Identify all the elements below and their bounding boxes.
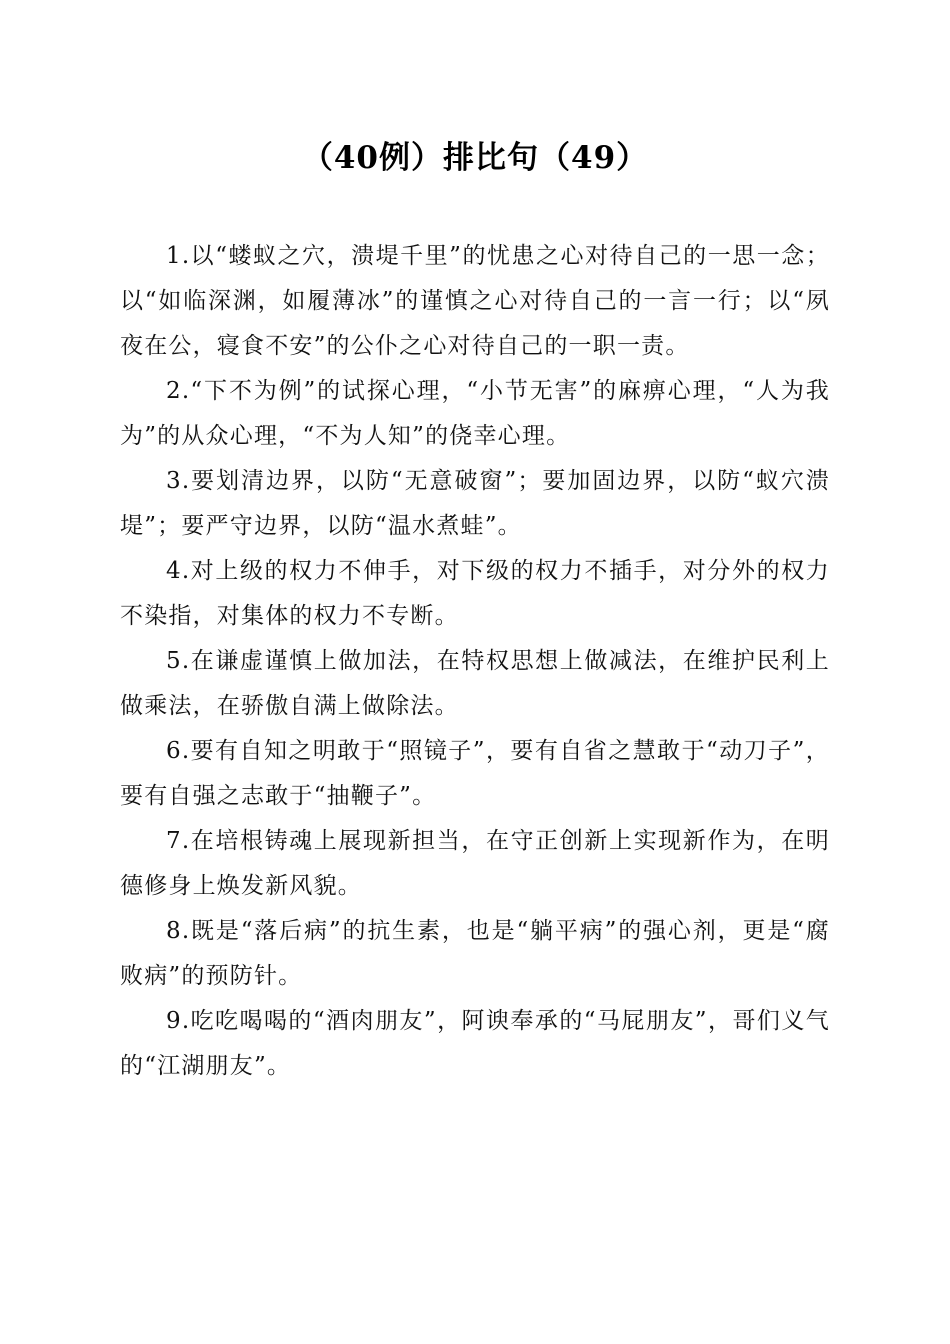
document-body <box>120 234 830 1089</box>
paragraph-6: 6.要有自知之明敢于“照镜子”，要有自省之慧敢于“动刀子”，要有自强之志敢于“抽鞭子”。 <box>120 738 830 809</box>
paragraph-3: 3.要划清边界，以防“无意破窗”；要加固边界，以防“蚁穴溃堤”；要严守边界，以防“温水煮蛙”。 <box>120 468 830 539</box>
page-title: （40例）排比句（49） <box>301 140 649 176</box>
paragraph-2: 2.“下不为例”的试探心理，“小节无害”的麻痹心理，“人为我为”的从众心理，“不为人知”的侥幸心理。 <box>120 378 830 449</box>
paragraph-5: 5.在谦虚谨慎上做加法，在特权思想上做减法，在维护民利上做乘法，在骄傲自满上做除法。 <box>120 648 830 719</box>
paragraph-4: 4.对上级的权力不伸手，对下级的权力不插手，对分外的权力不染指，对集体的权力不专断。 <box>120 558 830 629</box>
paragraph-8: 8.既是“落后病”的抗生素，也是“躺平病”的强心剂，更是“腐败病”的预防针。 <box>120 918 830 989</box>
paragraph-9: 9.吃吃喝喝的“酒肉朋友”，阿谀奉承的“马屁朋友”，哥们义气的“江湖朋友”。 <box>120 1008 830 1079</box>
paragraph-7: 7.在培根铸魂上展现新担当，在守正创新上实现新作为，在明德修身上焕发新风貌。 <box>120 828 830 899</box>
paragraph-1: 1.以“蝼蚁之穴，溃堤千里”的忧患之心对待自己的一思一念；以“如临深渊，如履薄冰”的谨慎之心对待自己的一言一行；以“夙夜在公，寝食不安”的公仆之心对待自己的一职一责。 <box>120 243 830 359</box>
